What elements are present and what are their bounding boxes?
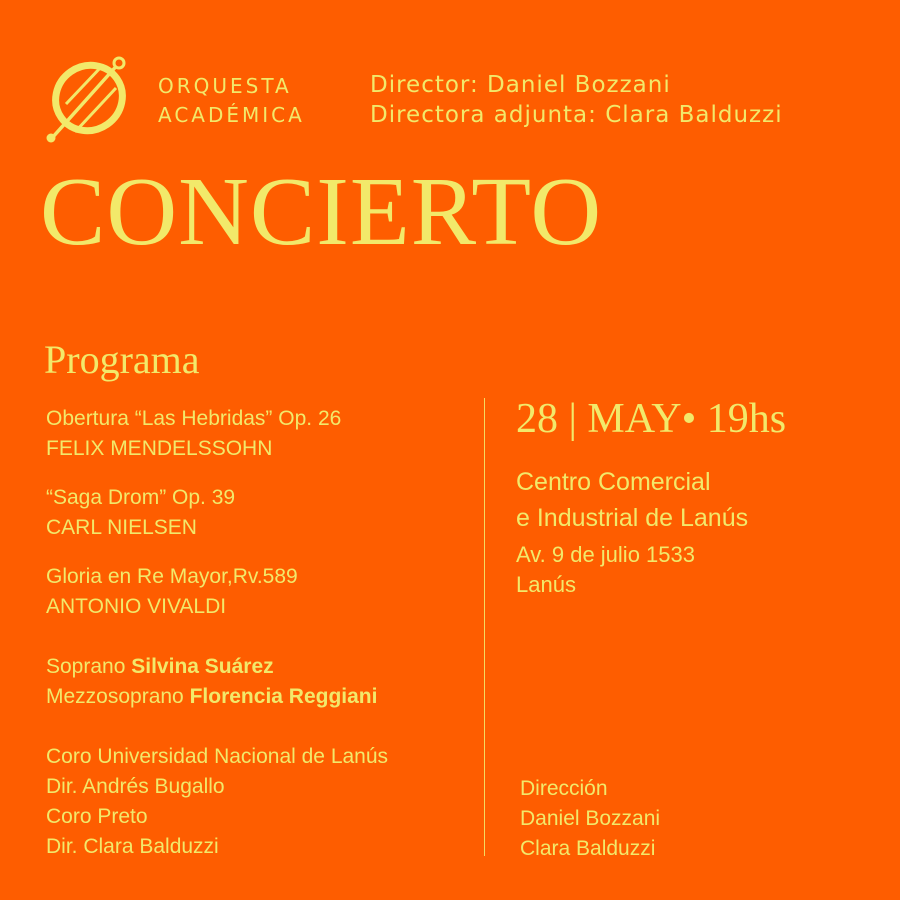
adjunta-line: Directora adjunta: Clara Balduzzi: [370, 102, 783, 128]
direccion-name: Daniel Bozzani: [520, 807, 661, 830]
event-time: 19hs: [706, 396, 787, 442]
choir-line: Dir. Clara Balduzzi: [46, 835, 219, 858]
column-divider: [484, 398, 485, 856]
event-address: [516, 540, 695, 600]
soloist-role: Soprano: [46, 655, 126, 678]
orchestra-name: [158, 72, 305, 130]
soloists: [46, 652, 388, 712]
choir-line: Dir. Andrés Bugallo: [46, 775, 225, 798]
piece-work: Gloria en Re Mayor,Rv.589: [46, 565, 298, 588]
address-line: Av. 9 de julio 1533: [516, 542, 695, 567]
soloist-name: Silvina Suárez: [131, 655, 274, 678]
page-title: CONCIERTO: [40, 158, 603, 266]
piece-work: “Saga Drom” Op. 39: [46, 486, 236, 509]
piece-work: Obertura “Las Hebridas” Op. 26: [46, 407, 342, 430]
program-piece: [46, 562, 388, 622]
piece-composer: ANTONIO VIVALDI: [46, 595, 227, 618]
event-month: MAY: [587, 396, 682, 442]
choir-line: Coro Preto: [46, 805, 148, 828]
orchestra-logo-icon: [42, 54, 132, 144]
soloist-name: Florencia Reggiani: [189, 685, 378, 708]
direccion-label: Dirección: [520, 777, 608, 800]
program-piece: [46, 483, 388, 543]
choir-line: Coro Universidad Nacional de Lanús: [46, 745, 389, 768]
direccion-credits: [520, 774, 660, 864]
soloist-line: [46, 652, 388, 682]
piece-composer: FELIX MENDELSSOHN: [46, 437, 273, 460]
orchestra-name-line2: ACADÉMICA: [158, 103, 305, 127]
orchestra-name-line1: ORQUESTA: [158, 74, 292, 98]
direccion-name: Clara Balduzzi: [520, 837, 656, 860]
soloist-role: Mezzosoprano: [46, 685, 184, 708]
program-list: [46, 404, 388, 881]
city-line: Lanús: [516, 572, 576, 597]
programa-heading: Programa: [44, 337, 200, 382]
event-venue: [516, 464, 748, 536]
director-line: Director: Daniel Bozzani: [370, 72, 671, 98]
event-day: 28: [516, 396, 558, 442]
bullet-icon: •: [681, 396, 697, 442]
program-piece: [46, 404, 388, 464]
directors-header: [370, 70, 783, 130]
venue-line: Centro Comercial: [516, 468, 711, 496]
event-date-time: [516, 394, 786, 444]
piece-composer: CARL NIELSEN: [46, 516, 197, 539]
venue-line: e Industrial de Lanús: [516, 504, 749, 532]
choirs: [46, 742, 388, 862]
date-separator: |: [568, 396, 577, 442]
soloist-line: [46, 682, 388, 712]
